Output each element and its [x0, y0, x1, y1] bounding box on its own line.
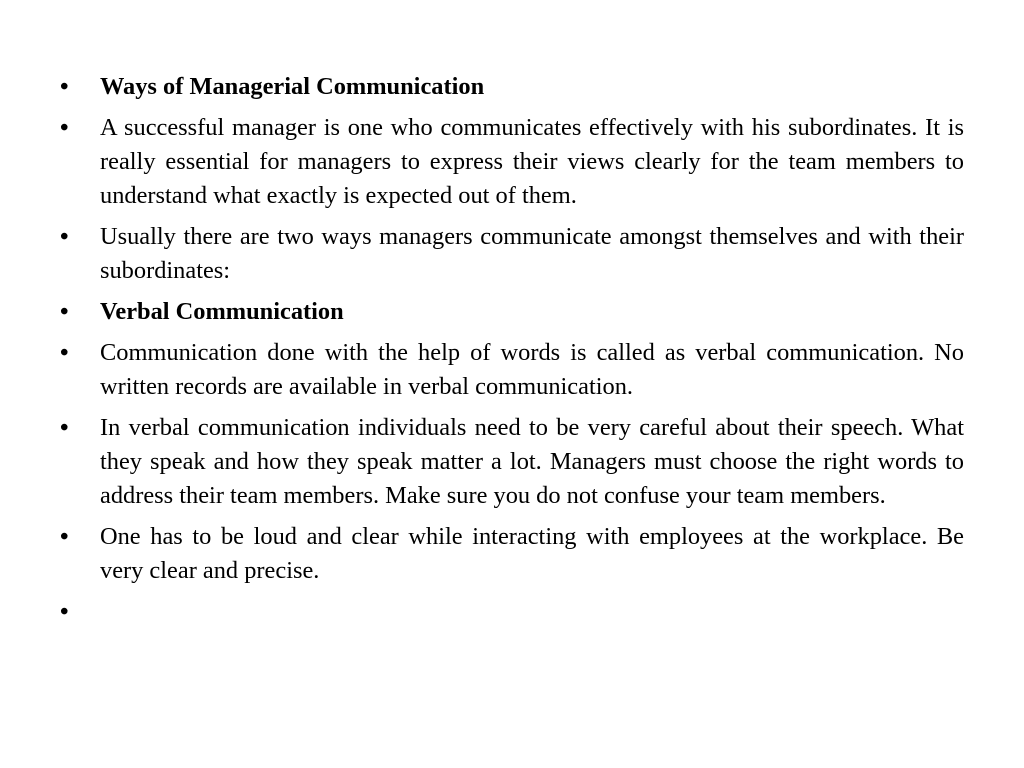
bullet-item-loud-clear [60, 520, 964, 588]
bullet-text [100, 595, 964, 629]
bullet-text: Usually there are two ways managers communicate amongst themselves and with their subordinates: [100, 223, 964, 284]
bullet-item-two-ways [60, 220, 964, 288]
bullet-dot-icon: • [60, 298, 69, 325]
bullet-item-empty [60, 595, 964, 629]
bullet-item-careful-speech [60, 411, 964, 513]
bullet-dot-icon: • [60, 523, 69, 550]
bullet-text: Communication done with the help of words is called as verbal communication. No written records are available in verbal communication. [100, 339, 964, 400]
bullet-item-successful-manager [60, 111, 964, 213]
bullet-dot-icon: • [60, 223, 69, 250]
bullet-dot-icon: • [60, 73, 69, 100]
bullet-dot-icon: • [60, 414, 69, 441]
bullet-item-ways-heading [60, 70, 964, 104]
bullet-dot-icon: • [60, 598, 69, 625]
bullet-dot-icon: • [60, 114, 69, 141]
bullet-text: Ways of Managerial Communication [100, 73, 485, 100]
bullet-text: A successful manager is one who communicates effectively with his subordinates. It is really essential for managers to express their views clearly for the team members to understand what exactly is expected out of them. [100, 114, 964, 209]
bullet-list [60, 70, 964, 636]
bullet-text: In verbal communication individuals need to be very careful about their speech. What they speak and how they speak matter a lot. Managers must choose the right words to address their team members. Make sure you do not confuse your team members. [100, 414, 964, 509]
bullet-text: Verbal Communication [100, 298, 344, 325]
bullet-text: One has to be loud and clear while interacting with employees at the workplace. Be very clear and precise. [100, 523, 964, 584]
bullet-dot-icon: • [60, 339, 69, 366]
bullet-item-verbal-definition [60, 336, 964, 404]
bullet-item-verbal-heading [60, 295, 964, 329]
